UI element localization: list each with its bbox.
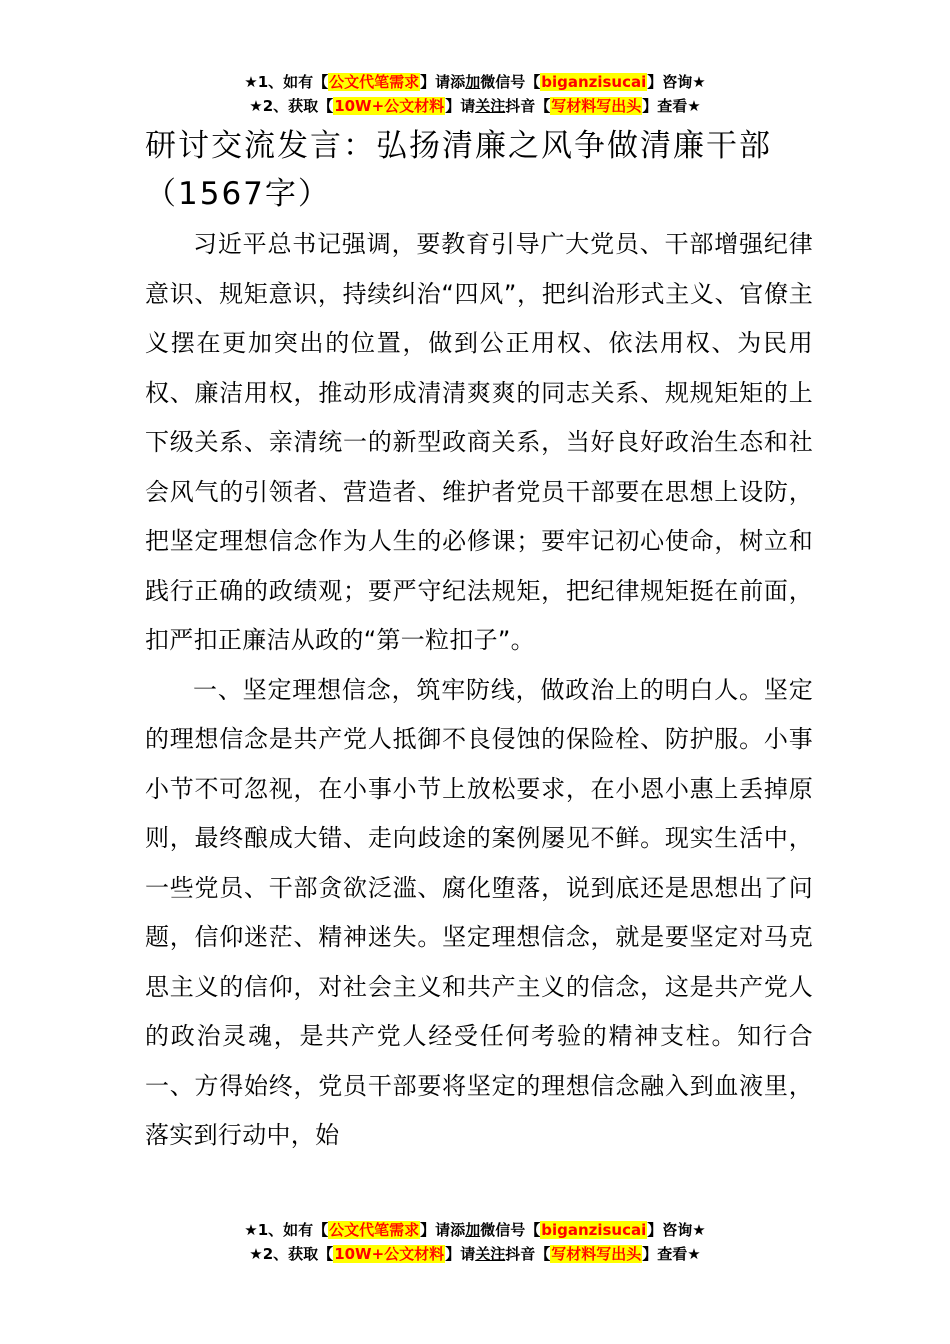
highlight-douyin: 写材料写出头 (551, 1245, 642, 1263)
footer-banner (0, 1218, 950, 1266)
paragraph-section-1: 一、坚定理想信念，筑牢防线，做政治上的明白人。坚定的理想信念是共产党人抵御不良侵蚀的保险栓、防护服。小事小节不可忽视，在小事小节上放松要求，在小恩小惠上丢掉原则，最终酿成大错、走向歧途的案例屡见不鲜。现实生活中，一些党员、干部贪欲泛滥、腐化堕落，说到底还是思想出了问题，信仰迷茫、精神迷失。坚定理想信念，就是要坚定对马克思主义的信仰，对社会主义和共产主义的信念，这是共产党人的政治灵魂，是共产党人经受任何考验的精神支柱。知行合一、方得始终，党员干部要将坚定的理想信念融入到血液里，落实到行动中，始 (145, 675, 813, 1149)
banner-text: 】查看★ (642, 1245, 701, 1263)
highlight-service: 公文代笔需求 (329, 73, 420, 91)
banner-text: 微信号【 (480, 1221, 541, 1239)
highlight-service: 公文代笔需求 (329, 1221, 420, 1239)
banner-text: 微信号【 (480, 73, 541, 91)
highlight-wechat-id: biganzisucai (541, 1221, 647, 1239)
banner-text: 1、如有【 (257, 73, 329, 91)
star-icon: ★ (244, 73, 258, 91)
banner-underlined-text: 加 (465, 1221, 481, 1239)
banner-text: 】咨询★ (647, 1221, 706, 1239)
banner-text: 】查看★ (642, 97, 701, 115)
banner-text: 2、获取【 (262, 1245, 334, 1263)
star-icon: ★ (249, 97, 263, 115)
banner-text: 抖音【 (505, 1245, 551, 1263)
star-icon: ★ (249, 1245, 263, 1263)
banner-underlined-text: 加 (465, 73, 481, 91)
banner-text: 2、获取【 (262, 97, 334, 115)
banner-text: 】请 (445, 1245, 476, 1263)
banner-underlined-text: 关注 (475, 97, 506, 115)
paragraph-intro: 习近平总书记强调，要教育引导广大党员、干部增强纪律意识、规矩意识，持续纠治“四风”，把纠治形式主义、官僚主义摆在更加突出的位置，做到公正用权、依法用权、为民用权、廉洁用权，推动形成清清爽爽的同志关系、规规矩矩的上下级关系、亲清统一的新型政商关系，当好良好政治生态和社会风气的引领者、营造者、维护者党员干部要在思想上设防，把坚定理想信念作为人生的必修课；要牢记初心使命，树立和践行正确的政绩观；要严守纪法规矩，把纪律规矩挺在前面，扣严扣正廉洁从政的“第一粒扣子”。 (145, 230, 813, 654)
highlight-materials: 10W+公文材料 (334, 97, 445, 115)
star-icon: ★ (244, 1221, 258, 1239)
banner-text: 抖音【 (505, 97, 551, 115)
highlight-wechat-id: biganzisucai (541, 73, 647, 91)
highlight-materials: 10W+公文材料 (334, 1245, 445, 1263)
banner-line-1 (0, 1218, 950, 1242)
header-banner (0, 70, 950, 118)
banner-text: 】请 (445, 97, 476, 115)
document-body (145, 220, 813, 1161)
banner-text: 1、如有【 (257, 1221, 329, 1239)
banner-line-1 (0, 70, 950, 94)
banner-text: 】请添 (420, 1221, 466, 1239)
banner-line-2 (0, 94, 950, 118)
banner-text: 】请添 (420, 73, 466, 91)
banner-line-2 (0, 1242, 950, 1266)
banner-text: 】咨询★ (647, 73, 706, 91)
banner-underlined-text: 关注 (475, 1245, 506, 1263)
document-title: 研讨交流发言：弘扬清廉之风争做清廉干部（1567字） (145, 128, 772, 212)
highlight-douyin: 写材料写出头 (551, 97, 642, 115)
